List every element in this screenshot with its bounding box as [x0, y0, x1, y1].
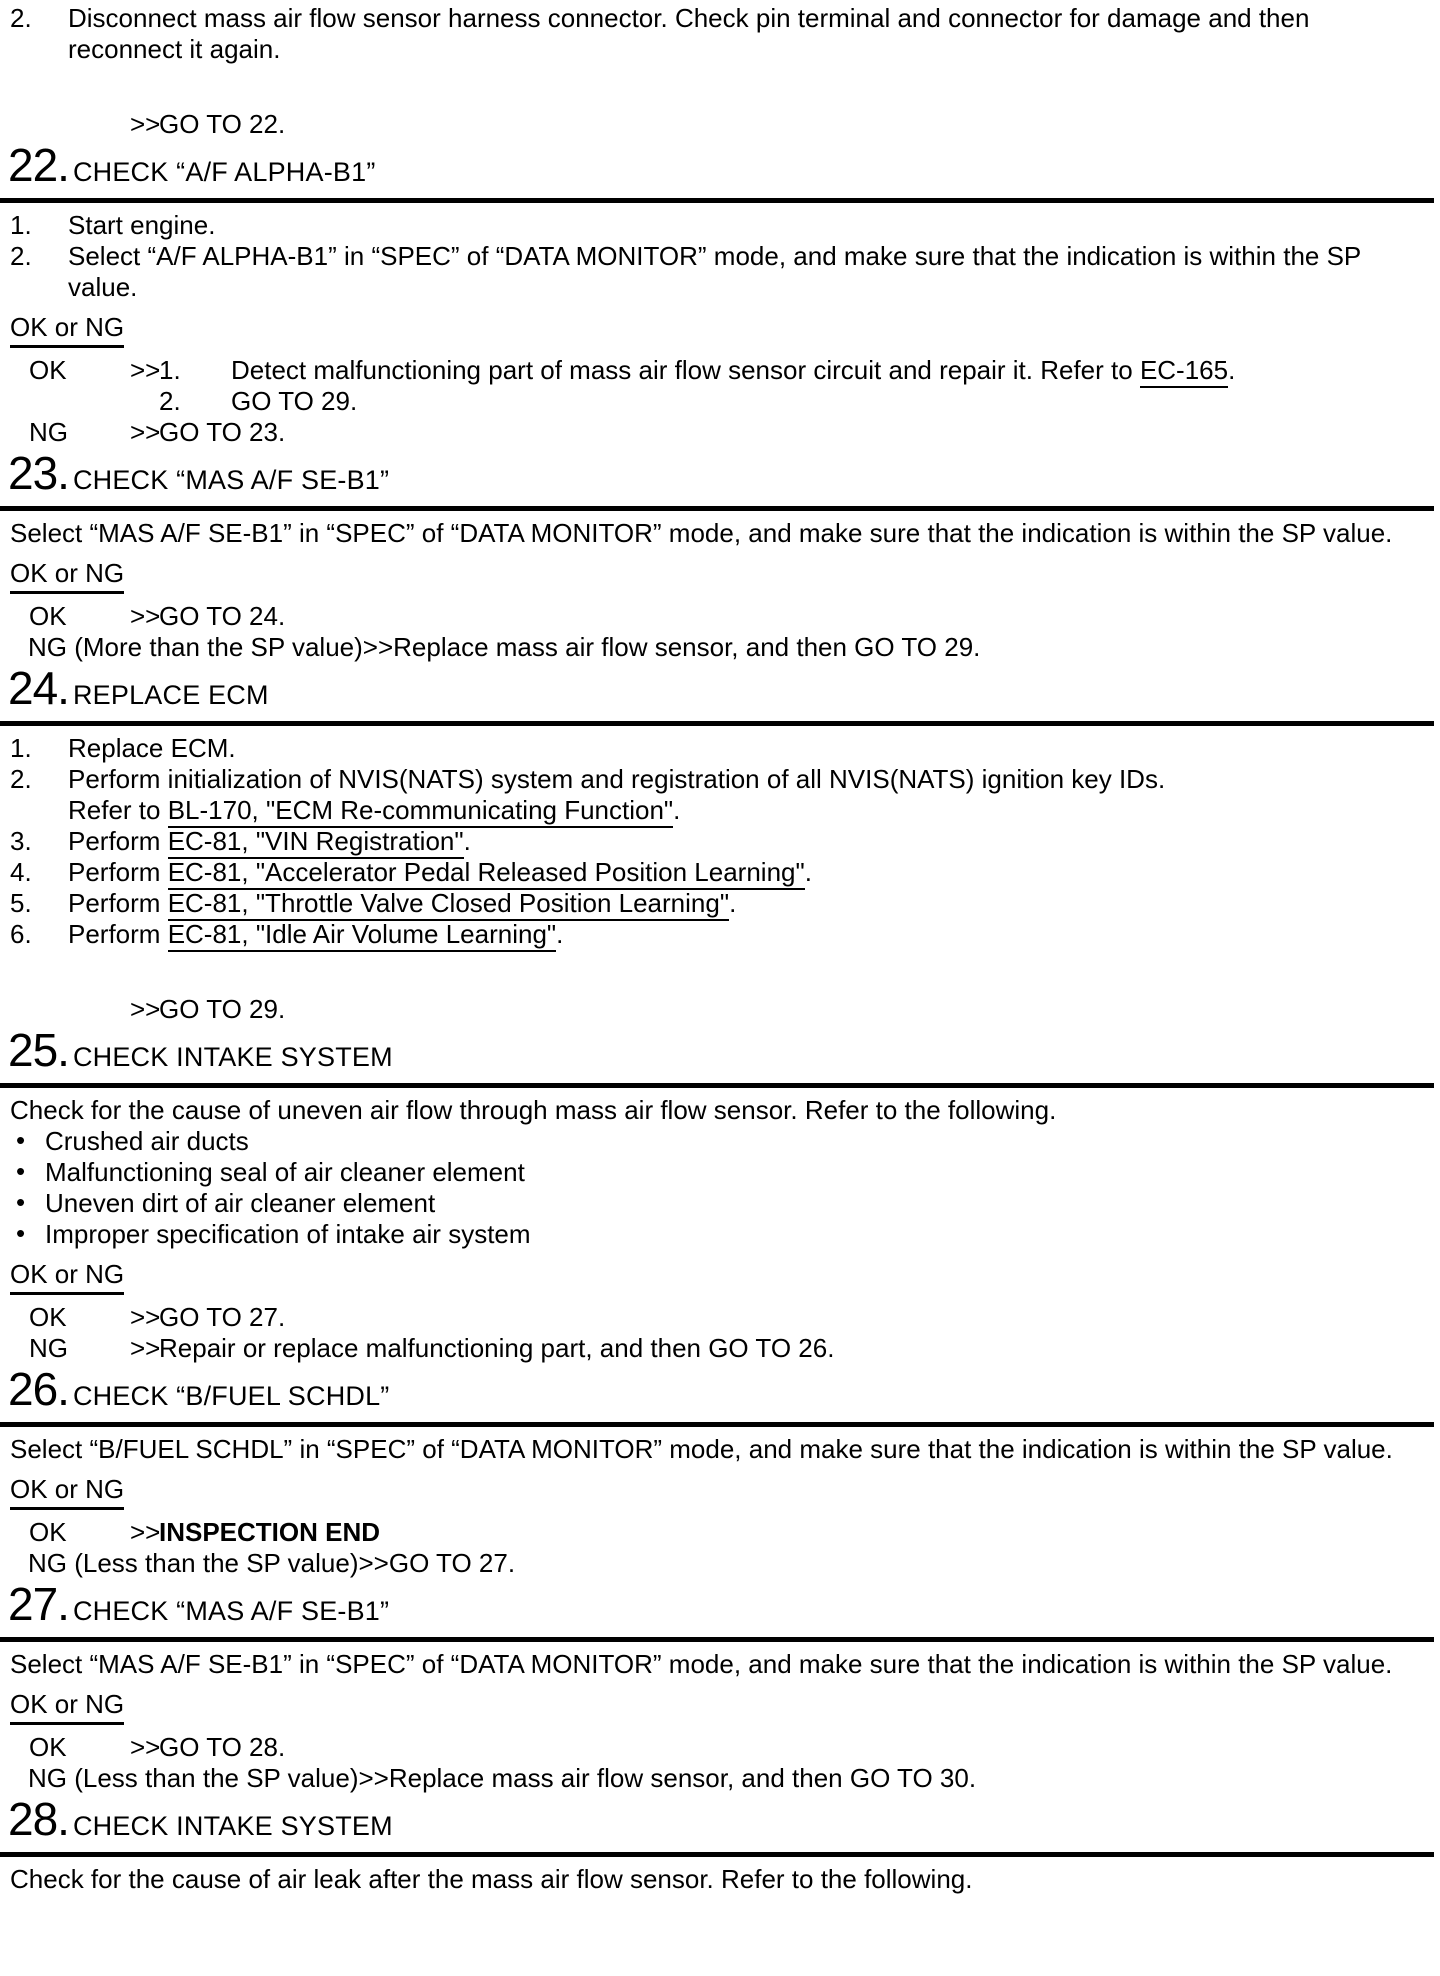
step-heading — [0, 1024, 1434, 1076]
bullet-text: Improper specification of intake air system — [45, 1219, 531, 1249]
step-title: CHECK INTAKE SYSTEM — [72, 1042, 393, 1072]
result-label: NG — [29, 417, 68, 447]
text-run: GO TO 24. — [159, 601, 286, 631]
bullet-icon: • — [16, 1218, 26, 1248]
list-item — [0, 764, 1434, 826]
result-row — [0, 1517, 1434, 1548]
list-item-number: 1. — [159, 355, 181, 385]
ok-or-ng-label: OK or NG — [10, 312, 124, 348]
list-item-number: 6. — [10, 919, 32, 949]
result-sub-item — [159, 355, 1430, 386]
text-run: Start engine. — [68, 210, 216, 240]
result-row — [0, 994, 1434, 1025]
bullet-icon: • — [16, 1187, 26, 1217]
text-run: GO TO 29. — [159, 994, 286, 1024]
ok-or-ng-label: OK or NG — [10, 558, 124, 594]
list-item — [0, 826, 1434, 857]
text-run: Replace ECM. — [68, 733, 236, 763]
result-label: OK — [29, 1732, 67, 1762]
bullet-item — [0, 1219, 1434, 1250]
section-divider — [0, 198, 1434, 203]
numbered-list — [0, 210, 1434, 303]
step-title: CHECK “A/F ALPHA-B1” — [72, 157, 376, 187]
text-run: . — [804, 857, 812, 887]
text-run: NG (Less than the SP value)>>GO TO 27. — [28, 1548, 516, 1578]
bullet-text: Malfunctioning seal of air cleaner element — [45, 1157, 525, 1187]
result-row — [0, 632, 1434, 663]
ok-or-ng-row — [10, 1689, 1434, 1725]
ok-or-ng-label: OK or NG — [10, 1474, 124, 1510]
list-item — [0, 733, 1434, 764]
paragraph — [0, 1864, 1434, 1895]
paragraph — [0, 1649, 1434, 1680]
text-run: GO TO 22. — [159, 109, 286, 139]
result-label: OK — [29, 1302, 67, 1332]
page-link[interactable]: EC-81, "VIN Registration" — [168, 826, 464, 859]
ok-or-ng-row — [10, 312, 1434, 348]
paragraph — [0, 518, 1434, 549]
result-text — [159, 1517, 1430, 1548]
result-text — [159, 417, 1430, 448]
goto-arrow-icon: >> — [130, 417, 161, 447]
result-text — [159, 1732, 1430, 1763]
page-link[interactable]: BL-170, "ECM Re-communicating Function" — [168, 795, 673, 828]
list-item — [0, 857, 1434, 888]
step-number: 25. — [8, 1024, 69, 1076]
section-divider — [0, 506, 1434, 511]
text-run: Select “B/FUEL SCHDL” in “SPEC” of “DATA MONITOR” mode, and make sure that the indication is within the SP value. — [10, 1434, 1393, 1464]
step-title: REPLACE ECM — [72, 680, 269, 710]
text-run: Select “MAS A/F SE-B1” in “SPEC” of “DATA MONITOR” mode, and make sure that the indication is within the SP value. — [10, 1649, 1393, 1679]
paragraph — [0, 1434, 1434, 1465]
text-run: NG (Less than the SP value)>>Replace mass air flow sensor, and then GO TO 30. — [28, 1763, 977, 1793]
step-heading — [0, 1793, 1434, 1845]
goto-arrow-icon: >> — [130, 1732, 161, 1762]
result-text — [159, 355, 1430, 417]
result-row — [0, 1763, 1434, 1794]
bullet-item — [0, 1157, 1434, 1188]
step-heading — [0, 447, 1434, 499]
result-row — [0, 1333, 1434, 1364]
section-divider — [0, 1852, 1434, 1857]
result-text — [159, 994, 1434, 1025]
goto-arrow-icon: >> — [130, 994, 161, 1024]
result-text — [159, 109, 1434, 140]
list-item — [0, 241, 1434, 303]
goto-arrow-icon: >> — [130, 601, 161, 631]
text-run: Perform — [68, 857, 168, 887]
result-text — [159, 601, 1430, 632]
goto-arrow-icon: >> — [130, 1517, 161, 1547]
step-heading — [0, 662, 1434, 714]
result-label: OK — [29, 1517, 67, 1547]
text-run: GO TO 29. — [231, 386, 358, 416]
step-heading — [0, 139, 1434, 191]
list-item — [0, 3, 1434, 65]
list-item-number: 2. — [10, 764, 32, 794]
text-run: Perform — [68, 826, 168, 856]
step-title: CHECK INTAKE SYSTEM — [72, 1811, 393, 1841]
step-heading — [0, 1363, 1434, 1415]
result-sub-item — [159, 386, 1430, 417]
bullet-icon: • — [16, 1156, 26, 1186]
step-title: CHECK “B/FUEL SCHDL” — [72, 1381, 390, 1411]
ok-or-ng-row — [10, 1259, 1434, 1295]
text-run: Check for the cause of air leak after the mass air flow sensor. Refer to the following. — [10, 1864, 973, 1894]
page-link[interactable]: EC-81, "Accelerator Pedal Released Position Learning" — [168, 857, 805, 890]
bullet-text: Uneven dirt of air cleaner element — [45, 1188, 436, 1218]
result-row — [0, 1548, 1434, 1579]
numbered-list — [0, 733, 1434, 950]
text-run: GO TO 27. — [159, 1302, 286, 1332]
list-item-number: 2. — [10, 241, 32, 271]
step-number: 24. — [8, 662, 69, 714]
text-run: . — [1228, 355, 1236, 385]
list-item-number: 3. — [10, 826, 32, 856]
bullet-text: Crushed air ducts — [45, 1126, 249, 1156]
section-divider — [0, 721, 1434, 726]
section-divider — [0, 1637, 1434, 1642]
text-run: Perform — [68, 888, 168, 918]
step-number: 23. — [8, 447, 69, 499]
text-run: Repair or replace malfunctioning part, and then GO TO 26. — [159, 1333, 835, 1363]
ok-or-ng-label: OK or NG — [10, 1689, 124, 1725]
text-run: Select “A/F ALPHA-B1” in “SPEC” of “DATA MONITOR” mode, and make sure that the indication is within the SP value. — [68, 241, 1361, 302]
result-row — [0, 417, 1434, 448]
result-label: OK — [29, 355, 67, 385]
ok-or-ng-label: OK or NG — [10, 1259, 124, 1295]
result-row — [0, 355, 1434, 417]
text-run: . — [463, 826, 471, 856]
list-item-number: 4. — [10, 857, 32, 887]
text-run: . — [729, 888, 737, 918]
text-run: Refer to — [68, 795, 168, 825]
bullet-item — [0, 1126, 1434, 1157]
step-heading — [0, 1578, 1434, 1630]
step-number: 26. — [8, 1363, 69, 1415]
text-run: GO TO 23. — [159, 417, 286, 447]
page-link[interactable]: EC-165 — [1140, 355, 1228, 388]
result-row — [0, 1732, 1434, 1763]
list-item-number: 1. — [10, 733, 32, 763]
bullet-item — [0, 1188, 1434, 1219]
step-number: 22. — [8, 139, 69, 191]
text-run: Perform — [68, 919, 168, 949]
goto-arrow-icon: >> — [130, 1302, 161, 1332]
numbered-list — [0, 3, 1434, 65]
text-run: NG (More than the SP value)>>Replace mass air flow sensor, and then GO TO 29. — [28, 632, 981, 662]
bullet-list — [0, 1126, 1434, 1250]
text-run: Detect malfunctioning part of mass air flow sensor circuit and repair it. Refer to — [231, 355, 1140, 385]
list-item — [0, 210, 1434, 241]
list-item-number: 2. — [159, 386, 181, 416]
result-label: NG — [29, 1333, 68, 1363]
list-item — [0, 888, 1434, 919]
text-run: . — [673, 795, 681, 825]
result-text — [159, 1333, 1430, 1364]
section-divider — [0, 1422, 1434, 1427]
step-title: CHECK “MAS A/F SE-B1” — [72, 465, 390, 495]
list-item-number: 5. — [10, 888, 32, 918]
text-run: Check for the cause of uneven air flow through mass air flow sensor. Refer to the following. — [10, 1095, 1057, 1125]
step-number: 27. — [8, 1578, 69, 1630]
paragraph — [0, 1095, 1434, 1126]
result-row — [0, 601, 1434, 632]
result-row — [0, 109, 1434, 140]
section-divider — [0, 1083, 1434, 1088]
list-item-number: 1. — [10, 210, 32, 240]
text-run: Disconnect mass air flow sensor harness connector. Check pin terminal and connector for damage and then reconnect it again. — [68, 3, 1310, 64]
bullet-icon: • — [16, 1125, 26, 1155]
ok-or-ng-row — [10, 1474, 1434, 1510]
result-text — [159, 1302, 1430, 1333]
list-item — [0, 919, 1434, 950]
list-item-number: 2. — [10, 3, 32, 33]
text-run: GO TO 28. — [159, 1732, 286, 1762]
result-label: OK — [29, 601, 67, 631]
step-number: 28. — [8, 1793, 69, 1845]
ok-or-ng-row — [10, 558, 1434, 594]
goto-arrow-icon: >> — [130, 355, 161, 385]
text-run: Select “MAS A/F SE-B1” in “SPEC” of “DATA MONITOR” mode, and make sure that the indication is within the SP value. — [10, 518, 1393, 548]
text-run: INSPECTION END — [159, 1517, 381, 1547]
text-run: Perform initialization of NVIS(NATS) system and registration of all NVIS(NATS) ignition key IDs. — [68, 764, 1166, 794]
goto-arrow-icon: >> — [130, 1333, 161, 1363]
page-link[interactable]: EC-81, "Idle Air Volume Learning" — [168, 919, 556, 952]
result-row — [0, 1302, 1434, 1333]
step-title: CHECK “MAS A/F SE-B1” — [72, 1596, 390, 1626]
page-link[interactable]: EC-81, "Throttle Valve Closed Position Learning" — [168, 888, 729, 921]
text-run: . — [556, 919, 564, 949]
goto-arrow-icon: >> — [130, 109, 161, 139]
